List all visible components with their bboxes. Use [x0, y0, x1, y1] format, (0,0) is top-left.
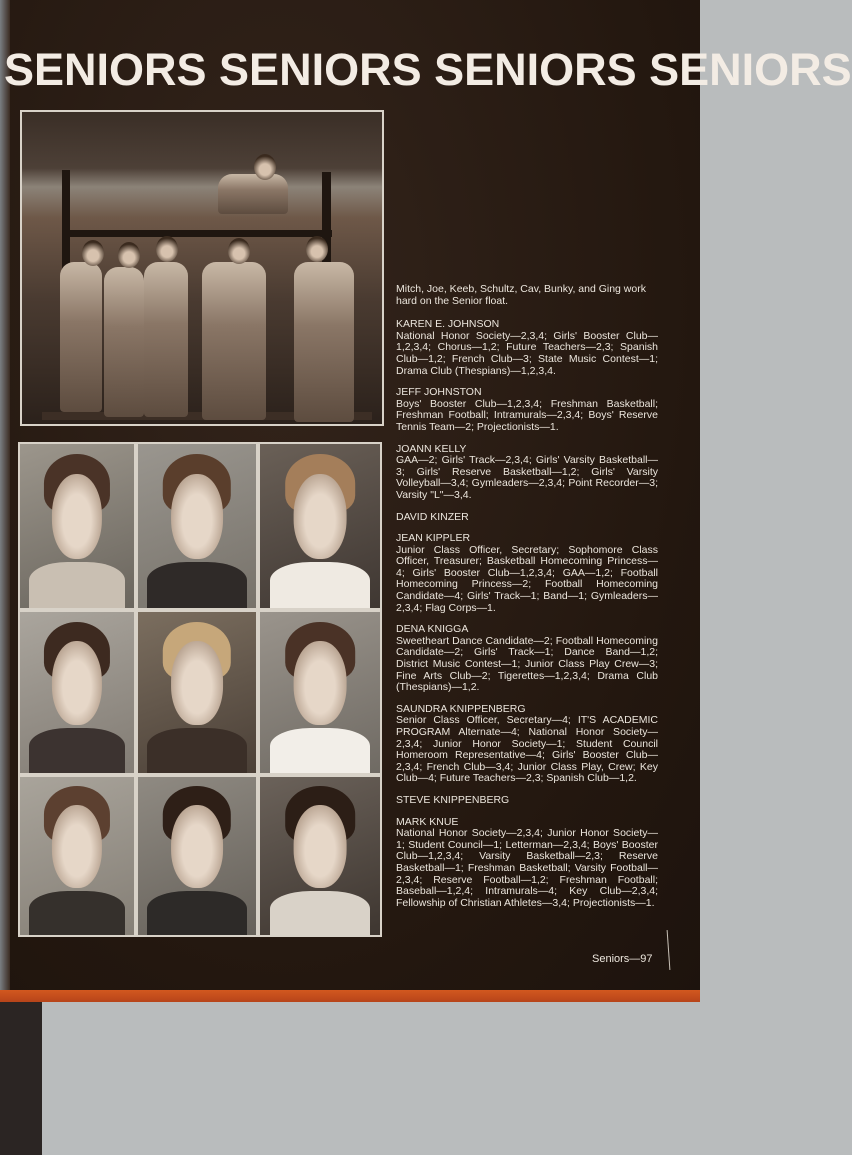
- portrait-8: [136, 775, 258, 937]
- senior-activities: GAA—2; Girls' Track—2,3,4; Girls' Varsity Basketball—3; Girls' Reserve Basketball—1,2; Girls' Varsity Volleyball—3,4; Gymleaders—2,3,4; Point Recorder—3; Varsity "L"—3,4.: [396, 454, 658, 501]
- senior-activities: National Honor Society—2,3,4; Girls' Booster Club—1,2,3,4; Chorus—1,2; Future Teachers—2,3; Spanish Club—1,2; French Club—3; State Music Contest—1; Drama Club (Thespians)—1,2,3,4.: [396, 329, 658, 377]
- portrait-2: [136, 442, 258, 610]
- senior-activities: National Honor Society—2,3,4; Junior Honor Society—1; Student Council—1; Letterman—2,3,4; Boys' Booster Club—1,2,3,4; Varsity Basketball—2,3; Reserve Basketball—1; Freshman Basketball; Varsity Football—2,3,4; Reserve Football—1,2; Freshman Football; Baseball—1,2,4; Intramurals—4; Key Club—2,3,4; Fellowship of Christian Athletes—3,4; Projectionists—1.: [396, 827, 658, 909]
- senior-activities: Senior Class Officer, Secretary—4; IT'S ACADEMIC PROGRAM Alternate—4; National Honor Society—2,3,4; Junior Honor Society—1; Student Council Homeroom Representative—4; Girls' Booster Club—2,3,4; French Club—3,4; Junior Class Play, Crew; Key Club—4; Future Teachers—2,3; Spanish Club—1,2.: [396, 714, 658, 785]
- scanner-shadow: [0, 1002, 42, 1155]
- senior-name: DENA KNIGGA: [396, 623, 469, 636]
- senior-entry: [396, 387, 658, 433]
- senior-entry: [396, 817, 658, 910]
- portrait-3: [258, 442, 382, 610]
- senior-activities-column: [396, 284, 658, 919]
- senior-entry: [396, 704, 658, 785]
- senior-name: KAREN E. JOHNSON: [396, 318, 500, 331]
- senior-entry: [396, 512, 658, 524]
- senior-activities: Junior Class Officer, Secretary; Sophomore Class Officer, Treasurer; Basketball Homecoming Princess—4; Girls' Booster Club—1,2,3,4; GAA—1,2; Football Homecoming Princess—2; Football Homecoming Candidate—4; Girls' Track—1; Band—1; Gymleaders—2,3,4; Flag Corps—1.: [396, 543, 658, 614]
- page-corner-line: [667, 930, 671, 970]
- senior-activities: Sweetheart Dance Candidate—2; Football Homecoming Candidate—2; Girls' Track—1; Dance Band—1,2; District Music Contest—1; Junior Class Play Crew—3; Fine Arts Club—2; Tigerettes—1,2,3,4; Drama Club (Thespians)—1,2.: [396, 634, 658, 694]
- senior-entry: [396, 444, 658, 502]
- photo-caption: Mitch, Joe, Keeb, Schultz, Cav, Bunky, and Ging work hard on the Senior float.: [396, 283, 646, 307]
- portrait-7: [18, 775, 136, 937]
- senior-entry: [396, 795, 658, 807]
- senior-name: SAUNDRA KNIPPENBERG: [396, 702, 526, 715]
- portrait-1: [18, 442, 136, 610]
- portrait-4: [18, 610, 136, 775]
- senior-entry: [396, 624, 658, 694]
- senior-entry: [396, 319, 658, 377]
- page-number: Seniors—97: [592, 953, 653, 965]
- senior-name: JOANN KELLY: [396, 442, 467, 455]
- portrait-5: [136, 610, 258, 775]
- portrait-9: [258, 775, 382, 937]
- senior-name: JEAN KIPPLER: [396, 532, 471, 545]
- portrait-6: [258, 610, 382, 775]
- senior-name: MARK KNUE: [396, 815, 459, 828]
- seniors-banner: SENIORS SENIORS SENIORS SENIORS: [4, 44, 852, 95]
- senior-name: JEFF JOHNSTON: [396, 386, 482, 399]
- orange-page-edge: [0, 990, 700, 1002]
- senior-activities: Boys' Booster Club—1,2,3,4; Freshman Basketball; Freshman Football; Intramurals—2,3,4; Boys' Reserve Tennis Team—2; Projectionists—1.: [396, 397, 658, 433]
- page-binding-edge: [0, 0, 10, 995]
- group-photo-senior-float: [20, 110, 384, 426]
- senior-name: STEVE KNIPPENBERG: [396, 793, 510, 806]
- senior-entry: [396, 533, 658, 614]
- senior-name: DAVID KINZER: [396, 510, 469, 523]
